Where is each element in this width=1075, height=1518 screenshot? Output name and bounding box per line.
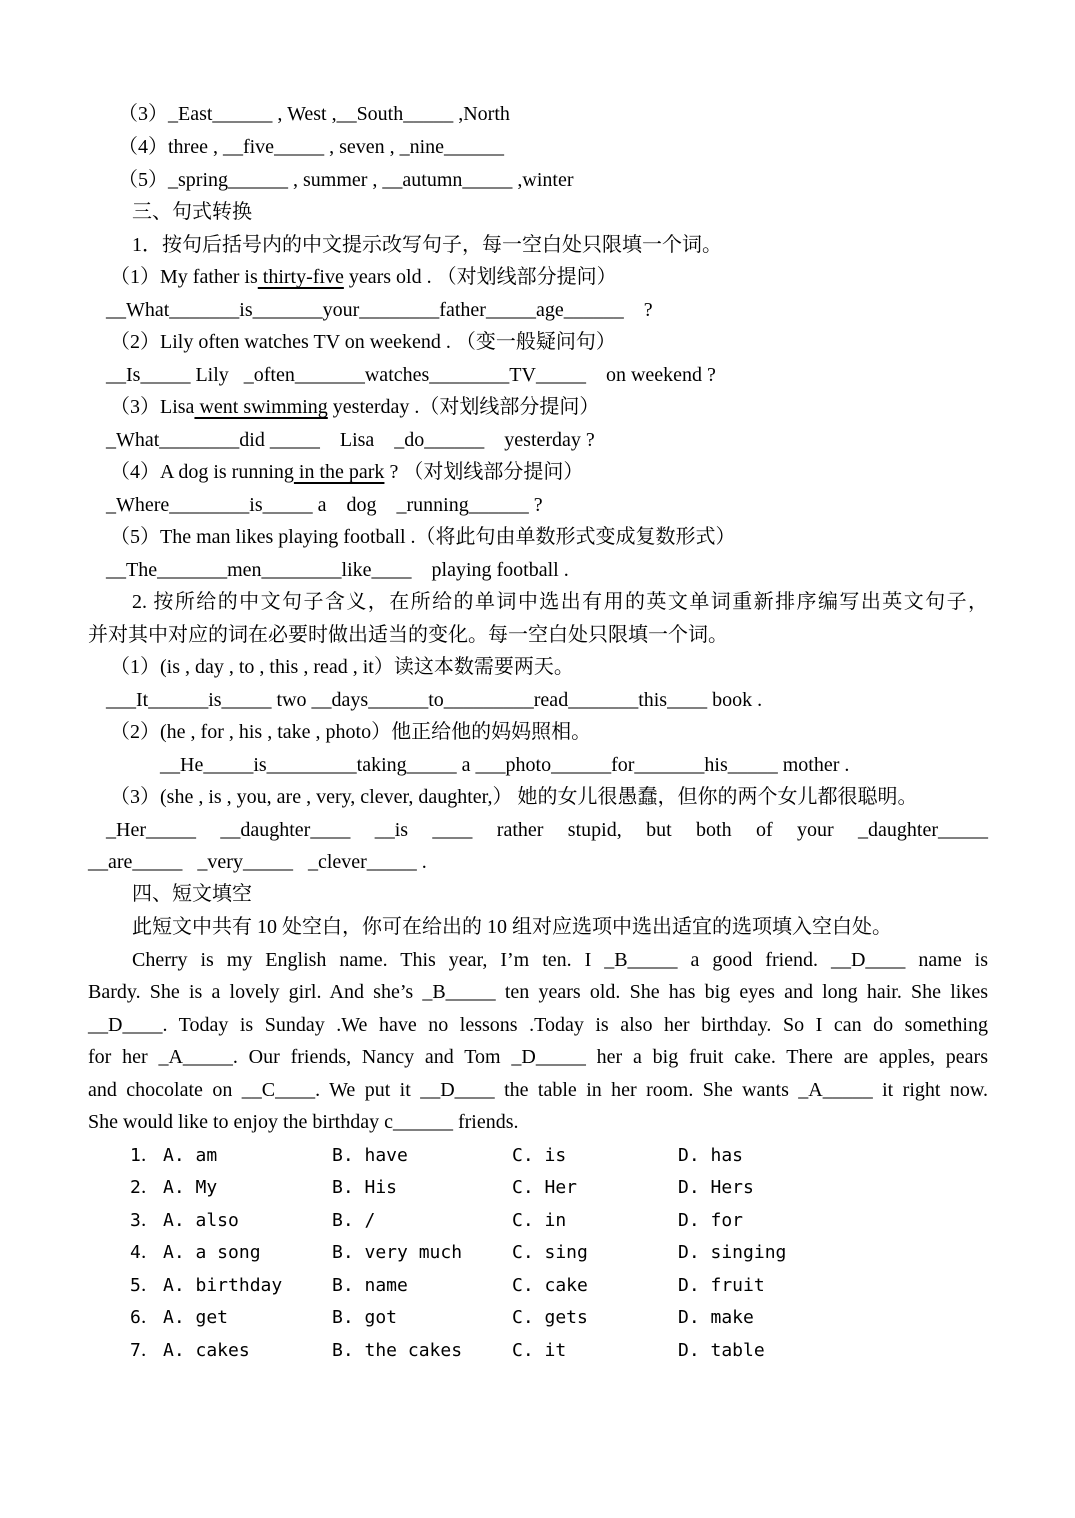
option-c: C. cake [512, 1275, 588, 1296]
question-text: （4）A dog is running [110, 461, 294, 483]
passage-line: She would like to enjoy the birthday c______ friends. [88, 1111, 519, 1133]
option-c: C. gets [512, 1307, 588, 1328]
reorder-answer-3-line2: __are_____ _very_____ _clever_____ . [88, 851, 427, 873]
reorder-question-3: （3）(she , is , you, are , very, clever, daughter,） 她的女儿很愚蠢，但你的两个女儿都很聪明。 [110, 786, 918, 808]
series-item-3: （3）_East______ , West ,__South_____ ,North [118, 103, 510, 125]
question-text: years old . （对划线部分提问） [343, 266, 617, 288]
question-text: （1）My father is [110, 266, 258, 288]
passage-instruction: 此短文中共有 10 处空白，你可在给出的 10 组对应选项中选出适宜的选项填入空白处。 [132, 916, 892, 938]
option-a: A. cakes [163, 1340, 250, 1361]
option-d: D. Hers [678, 1177, 754, 1198]
option-d: D. for [678, 1210, 744, 1231]
section-heading-sentence-transform: 三、句式转换 [132, 201, 252, 223]
answer-2: __Is_____ Lily _often_______watches________TV_____ on weekend ? [106, 364, 716, 386]
answer-1: __What_______is_______your________father_____age______ ? [106, 299, 653, 321]
option-d: D. has [678, 1145, 744, 1166]
option-b: B. His [332, 1177, 398, 1198]
option-a: A. a song [163, 1242, 261, 1263]
reorder-answer-3-line1: _Her_____ __daughter____ __is ____ rather stupid, but both of your _daughter_____ [106, 819, 988, 841]
option-d: D. table [678, 1340, 765, 1361]
underlined-phrase: in the park [293, 461, 385, 483]
option-d: D. fruit [678, 1275, 765, 1296]
question-5: （5）The man likes playing football .（将此句由单数形式变成复数形式） [110, 526, 736, 548]
underlined-phrase: went swimming [194, 396, 328, 418]
part1-instruction: 1．按句后括号内的中文提示改写句子，每一空白处只限填一个词。 [132, 234, 722, 256]
question-text: yesterday .（对划线部分提问） [327, 396, 600, 418]
passage-line: __D____. Today is Sunday .We have no lessons .Today is also her birthday. So I can do something [88, 1014, 988, 1036]
reorder-answer-2: __He_____is_________taking_____ a ___photo______for_______his_____ mother . [160, 754, 850, 776]
question-2: （2）Lily often watches TV on weekend . （变一般疑问句） [110, 331, 616, 353]
answer-3: _What________did _____ Lisa _do______ yesterday ? [106, 429, 595, 451]
option-a: A. My [163, 1177, 218, 1198]
option-b: B. very much [332, 1242, 463, 1263]
option-c: C. Her [512, 1177, 578, 1198]
reorder-question-1: （1）(is , day , to , this , read , it）读这本数需要两天。 [110, 656, 574, 678]
option-number: 7． [130, 1340, 159, 1361]
option-number: 5． [130, 1275, 159, 1296]
option-a: A. also [163, 1210, 239, 1231]
option-c: C. in [512, 1210, 567, 1231]
option-number: 6． [130, 1307, 159, 1328]
question-3 [110, 393, 599, 421]
option-number: 3． [130, 1210, 159, 1231]
reorder-answer-1: ___It______is_____ two __days______to_________read_______this____ book . [106, 689, 763, 711]
option-c: C. it [512, 1340, 567, 1361]
question-1 [110, 263, 617, 291]
option-number: 1． [130, 1145, 159, 1166]
passage-line: for her _A_____. Our friends, Nancy and Tom _D_____ her a big fruit cake. There are apples, pears [88, 1046, 988, 1068]
section-heading-passage: 四、短文填空 [132, 883, 252, 905]
option-a: A. birthday [163, 1275, 283, 1296]
option-b: B. / [332, 1210, 376, 1231]
part2-instruction-line2: 并对其中对应的词在必要时做出适当的变化。每一空白处只限填一个词。 [88, 624, 728, 646]
option-a: A. am [163, 1145, 218, 1166]
option-b: B. have [332, 1145, 408, 1166]
passage-line: Cherry is my English name. This year, I’m ten. I _B_____ a good friend. __D____ name is [132, 949, 988, 971]
answer-4: _Where________is_____ a dog _running______ ? [106, 494, 543, 516]
option-d: D. make [678, 1307, 754, 1328]
series-item-5: （5）_spring______ , summer , __autumn_____ ,winter [118, 169, 574, 191]
option-a: A. get [163, 1307, 229, 1328]
part2-instruction-line1: 2. 按所给的中文句子含义，在所给的单词中选出有用的英文单词重新排序编写出英文句子， [132, 591, 988, 613]
option-number: 4． [130, 1242, 159, 1263]
question-text: （3）Lisa [110, 396, 195, 418]
series-item-4: （4）three , __five_____ , seven , _nine______ [118, 136, 505, 158]
answer-5: __The_______men________like____ playing football . [106, 559, 569, 581]
passage-line: and chocolate on __C____. We put it __D____ the table in her room. She wants _A_____ it right now. [88, 1079, 988, 1101]
option-d: D. singing [678, 1242, 787, 1263]
question-4 [110, 458, 583, 486]
underlined-phrase: thirty-five [257, 266, 344, 288]
option-b: B. the cakes [332, 1340, 463, 1361]
option-c: C. sing [512, 1242, 588, 1263]
option-b: B. name [332, 1275, 408, 1296]
passage-line: Bardy. She is a lovely girl. And she’s _B_____ ten years old. She has big eyes and long hair. She likes [88, 981, 988, 1003]
option-b: B. got [332, 1307, 398, 1328]
option-c: C. is [512, 1145, 567, 1166]
option-number: 2． [130, 1177, 159, 1198]
reorder-question-2: （2）(he , for , his , take , photo）他正给他的妈妈照相。 [110, 721, 592, 743]
question-text: ? （对划线部分提问） [384, 461, 584, 483]
